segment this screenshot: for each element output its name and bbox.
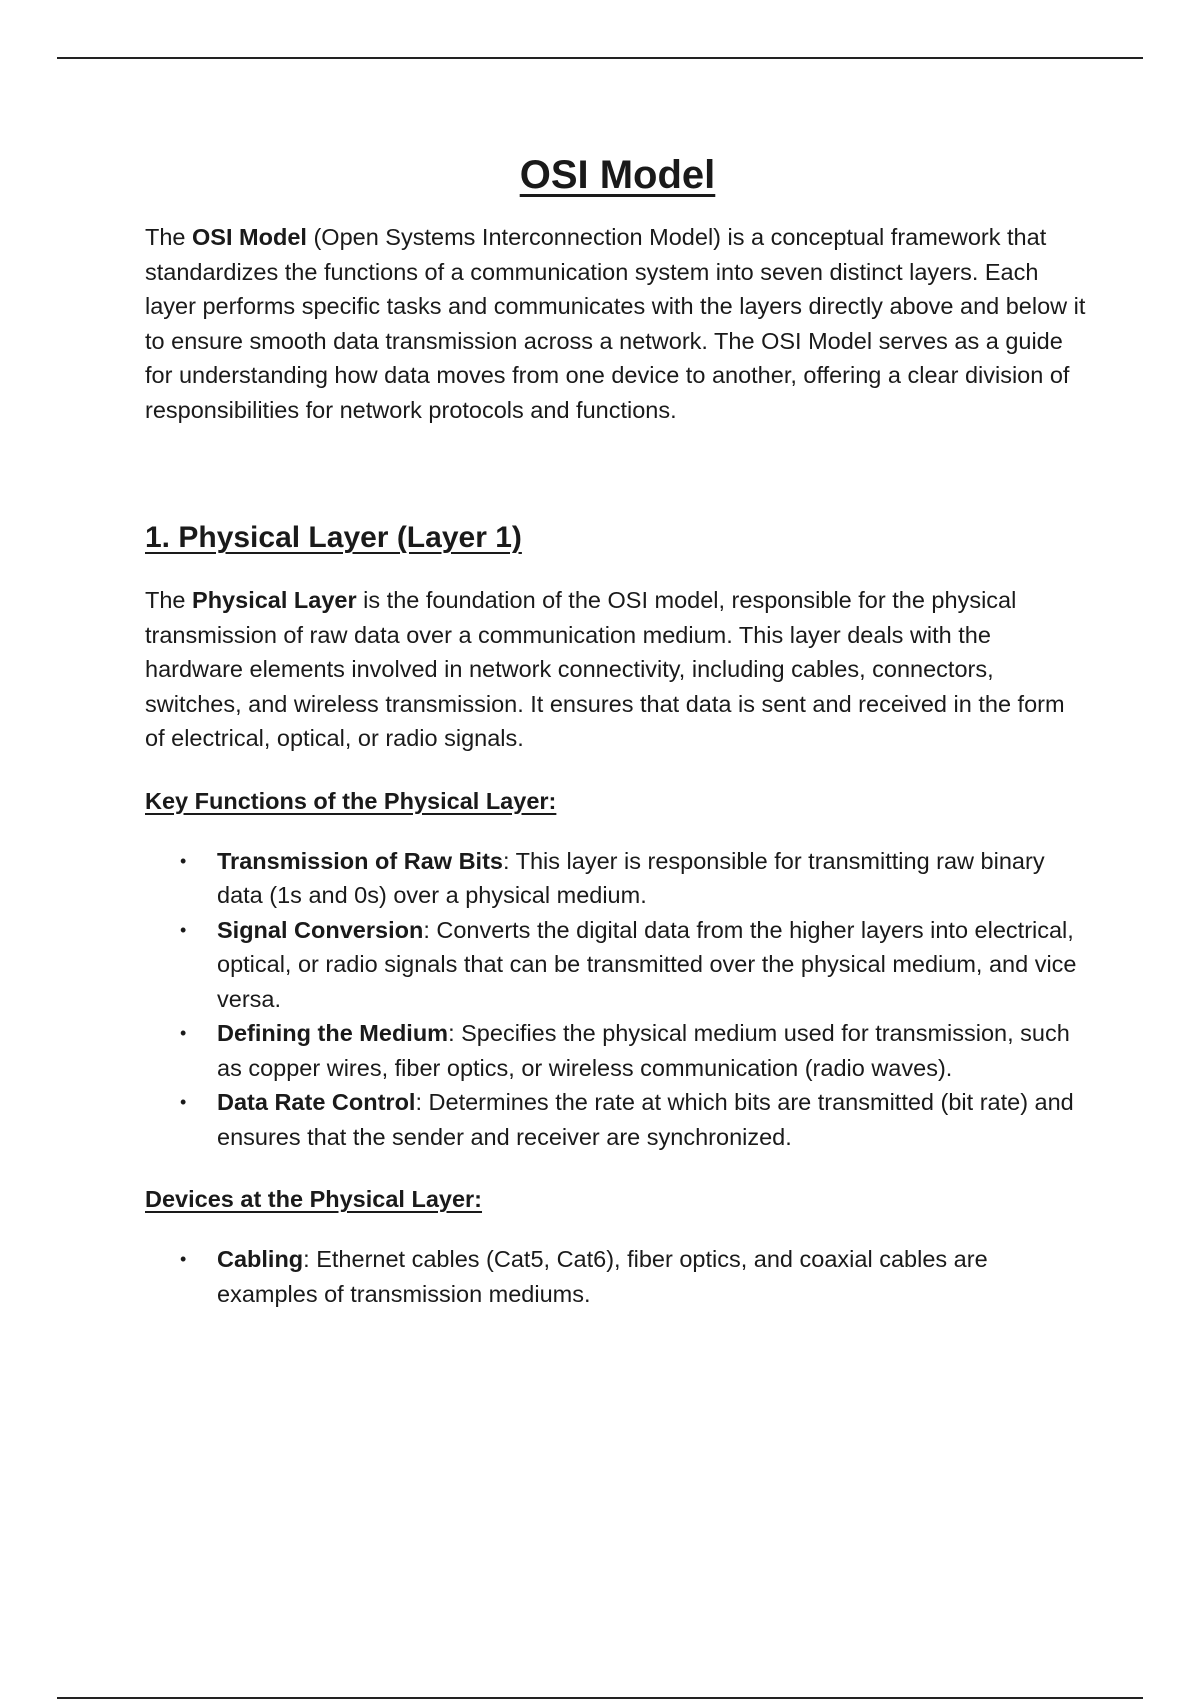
key-functions-heading: Key Functions of the Physical Layer:: [145, 787, 557, 814]
intro-bold-term: OSI Model: [192, 224, 307, 250]
list-item-desc: : Converts the digital data from the higher layers into electrical, optical, or radio signals that can be transmitted over the physical medium, and vice versa.: [217, 916, 1077, 1012]
list-item-desc: : Determines the rate at which bits are transmitted (bit rate) and ensures that the sender and receiver are synchronized.: [217, 1089, 1074, 1150]
intro-paragraph: [145, 220, 1090, 427]
document-body: [145, 150, 1090, 1311]
bullet-icon: •: [180, 1249, 187, 1269]
physical-prefix: The: [145, 587, 193, 613]
bullet-icon: •: [180, 1023, 187, 1043]
bullet-icon: •: [180, 850, 187, 871]
list-item: [180, 1016, 1090, 1085]
physical-layer-paragraph: [145, 583, 1090, 756]
list-item-term: Signal Conversion: [217, 916, 424, 943]
devices-heading: Devices at the Physical Layer:: [145, 1186, 483, 1212]
list-item-desc: : This layer is responsible for transmitting raw binary data (1s and 0s) over a physical medium.: [217, 847, 1045, 908]
section-spacer: [145, 427, 1090, 519]
devices-list: [145, 1242, 1090, 1311]
section-heading-physical-layer: 1. Physical Layer (Layer 1): [145, 521, 522, 554]
list-item-term: Data Rate Control: [217, 1089, 416, 1115]
footer-rule: [57, 1697, 1143, 1699]
list-item: [180, 1085, 1090, 1154]
list-item-desc: : Ethernet cables (Cat5, Cat6), fiber optics, and coaxial cables are examples of transmission mediums.: [217, 1246, 988, 1307]
intro-prefix: The: [145, 224, 193, 250]
bullet-icon: •: [180, 1092, 187, 1112]
document-title: OSI Model: [519, 153, 716, 197]
list-item-term: Defining the Medium: [217, 1020, 449, 1046]
list-item-term: Transmission of Raw Bits: [217, 847, 503, 874]
list-item-term: Cabling: [217, 1246, 304, 1272]
key-functions-list: [145, 844, 1090, 1155]
intro-text: (Open Systems Interconnection Model) is a conceptual framework that standardizes the functions of a communication system into seven distinct layers. Each layer performs specific tasks and communicates with the layers directly above and below it to ensure smooth data transmission across a network. The OSI Model serves as a guide for understanding how data moves from one device to another, offering a clear division of responsibilities for network protocols and functions.: [145, 224, 1086, 423]
list-item-desc: : Specifies the physical medium used for transmission, such as copper wires, fiber optics, or wireless communication (radio waves).: [217, 1020, 1070, 1081]
bullet-icon: •: [180, 919, 187, 940]
physical-text: is the foundation of the OSI model, responsible for the physical transmission of raw data over a communication medium. This layer deals with the hardware elements involved in network connectivity, including cables, connectors, switches, and wireless transmission. It ensures that data is sent and received in the form of electrical, optical, or radio signals.: [145, 587, 1065, 751]
list-item: [180, 1242, 1090, 1311]
physical-bold-term: Physical Layer: [192, 587, 357, 613]
header-rule: [57, 57, 1143, 59]
list-item: [180, 913, 1090, 1017]
list-item: [180, 844, 1090, 913]
